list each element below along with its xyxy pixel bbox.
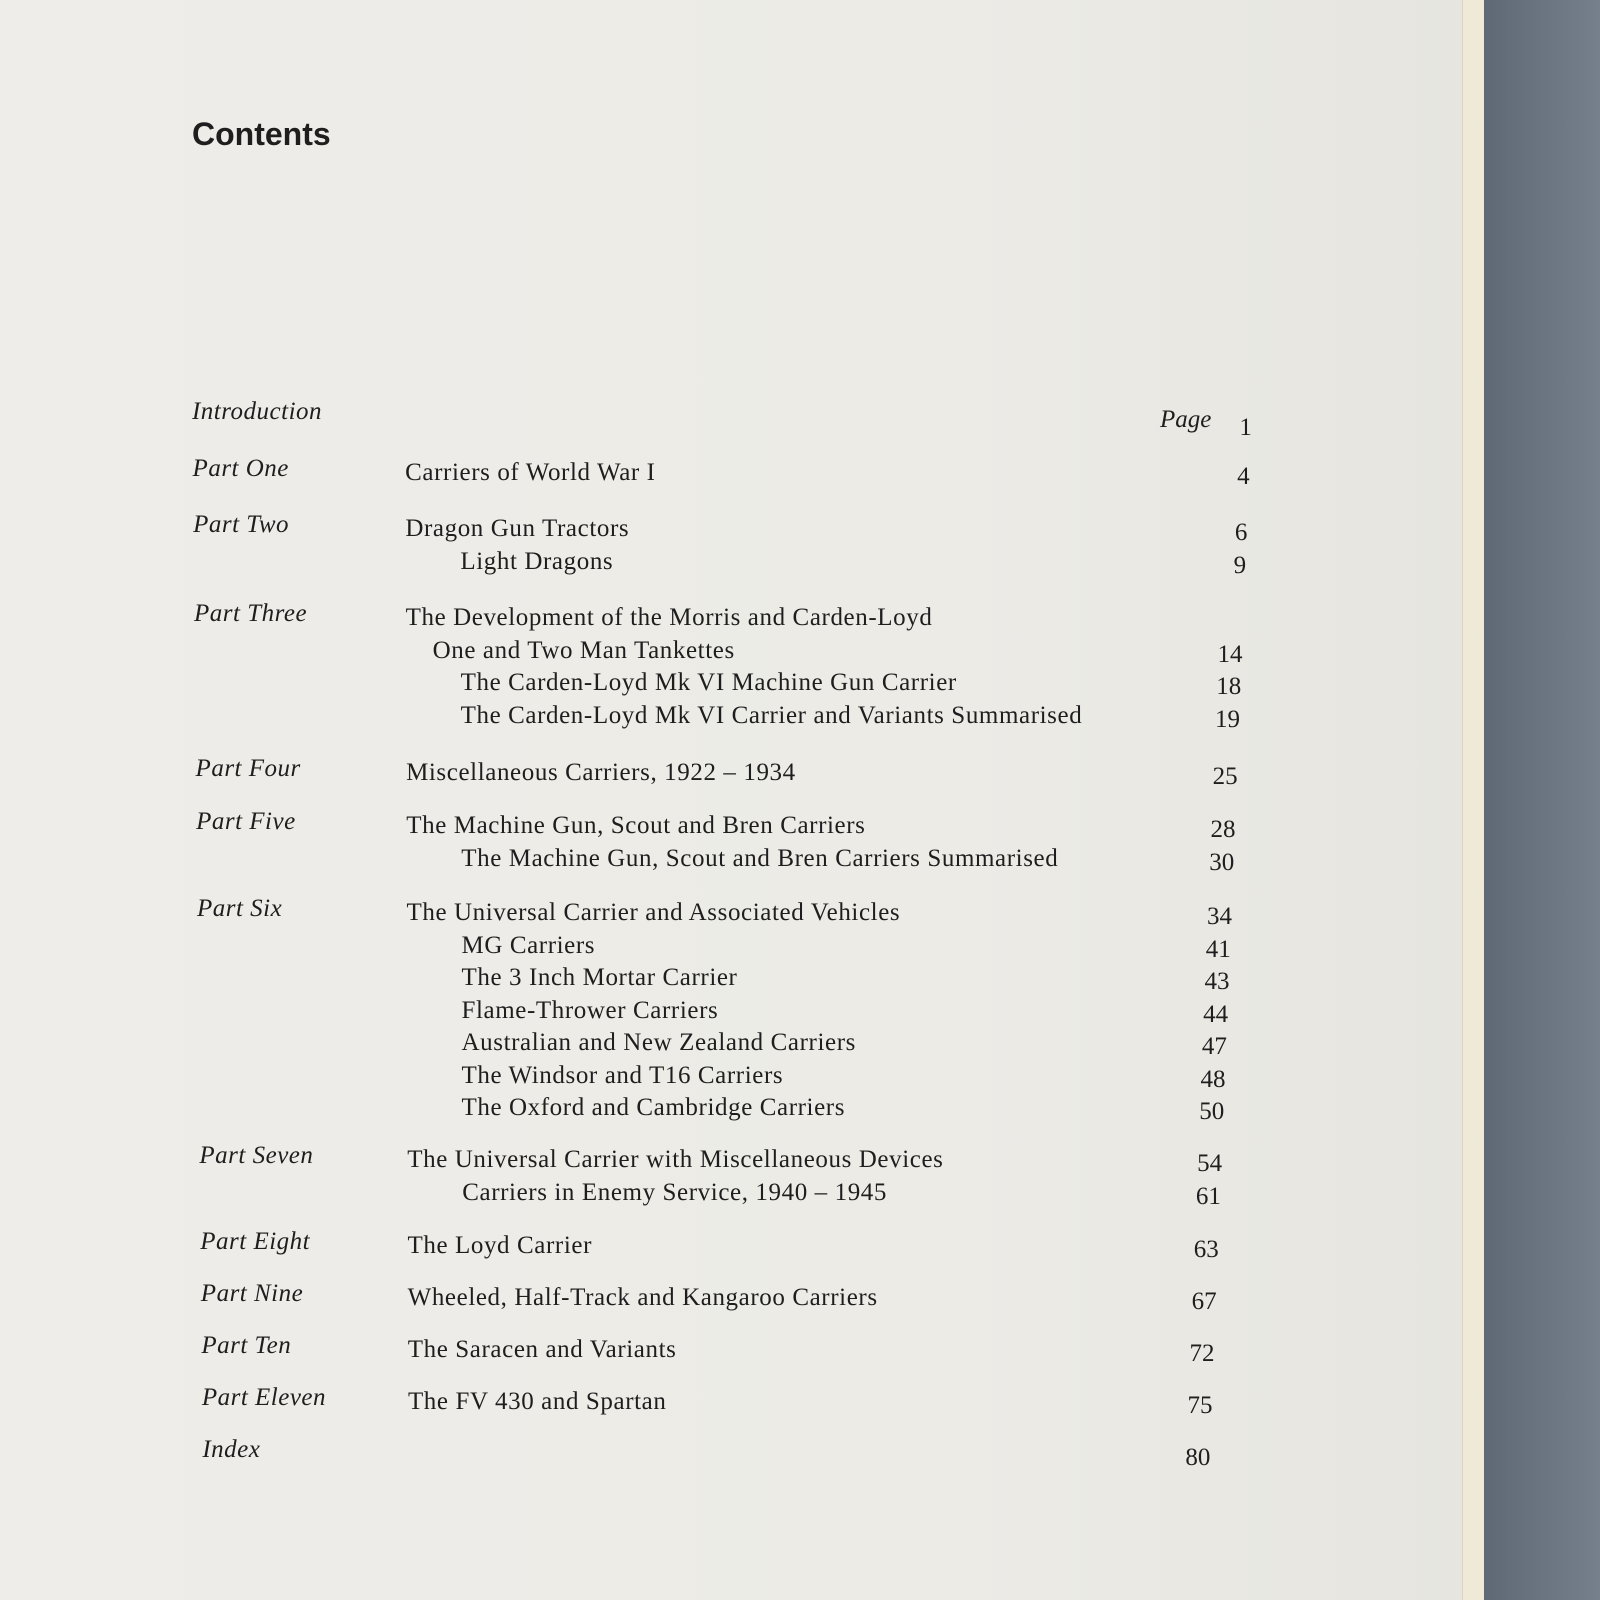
toc-page-number: 50 (1199, 1098, 1225, 1125)
toc-entry-title: The Machine Gun, Scout and Bren Carriers Summarised (461, 844, 1059, 872)
toc-entry-title: Australian and New Zealand Carriers (461, 1029, 856, 1056)
toc-page-number: 25 (1212, 763, 1238, 790)
toc-page-number: 67 (1191, 1288, 1217, 1315)
toc-part-label: Part Eleven (201, 1384, 327, 1411)
page-edge (1462, 0, 1485, 1600)
toc-part-label: Part Two (193, 511, 290, 538)
toc-entry-title: The Loyd Carrier (407, 1232, 592, 1259)
toc-page-number: 1 (1239, 414, 1252, 441)
toc-entry-title: The 3 Inch Mortar Carrier (461, 964, 738, 991)
toc-entry-title: The Universal Carrier and Associated Vehicles (406, 899, 901, 926)
toc-page-number: 4 (1237, 463, 1250, 490)
toc-part-label: Part Four (195, 755, 301, 782)
toc-entry-title: The Saracen and Variants (407, 1336, 677, 1363)
toc-entry-title: The Oxford and Cambridge Carriers (461, 1094, 846, 1121)
toc-part-label: Part Eight (200, 1228, 311, 1255)
toc-part-label: Part Three (194, 600, 308, 627)
toc-part-label: Part One (192, 455, 289, 482)
toc-page-number: 48 (1200, 1065, 1226, 1093)
toc-page-number: 61 (1195, 1182, 1221, 1210)
toc-page-number: 54 (1197, 1150, 1223, 1177)
toc-page-number: 9 (1233, 551, 1247, 579)
toc-page-number: 63 (1193, 1236, 1219, 1263)
toc-page-number: 72 (1189, 1340, 1215, 1367)
toc-page-number: 6 (1234, 519, 1248, 546)
toc-page-number: 47 (1201, 1033, 1227, 1060)
toc-entry-title: Dragon Gun Tractors (405, 515, 630, 542)
page-column-label: Page (1160, 406, 1212, 433)
toc-entry-title: Miscellaneous Carriers, 1922 – 1934 (406, 759, 796, 786)
toc-part-label: Part Nine (200, 1280, 304, 1307)
toc-part-label: Introduction (191, 398, 323, 425)
toc-page-number: 43 (1204, 968, 1230, 995)
toc-page-number: 75 (1187, 1392, 1213, 1419)
toc-entry-title: The Carden-Loyd Mk VI Machine Gun Carrier (460, 669, 957, 696)
toc-page-number: 18 (1216, 673, 1242, 700)
toc-entry-title: One and Two Man Tankettes (432, 636, 735, 664)
toc-entry-title: The Machine Gun, Scout and Bren Carriers (406, 812, 866, 839)
toc-entry-title: The Universal Carrier with Miscellaneous Devices (407, 1146, 944, 1173)
toc-page-number: 14 (1217, 640, 1243, 668)
toc-page-number: 34 (1207, 903, 1233, 930)
toc-page-number: 30 (1209, 848, 1235, 876)
toc-part-label: Part Six (196, 895, 283, 922)
toc-part-label: Index (202, 1436, 261, 1463)
toc-page-number: 19 (1214, 705, 1240, 733)
toc-page-number: 44 (1203, 1000, 1229, 1028)
toc-page-number: 41 (1205, 935, 1231, 963)
toc-entry-title: Wheeled, Half-Track and Kangaroo Carriers (407, 1284, 878, 1311)
toc-part-label: Part Five (196, 808, 296, 835)
toc-entry-title: Flame-Thrower Carriers (461, 996, 719, 1024)
toc-entry-title: The Windsor and T16 Carriers (461, 1061, 784, 1089)
toc-entry-title: The FV 430 and Spartan (407, 1388, 667, 1415)
toc-entry-title: The Development of the Morris and Carden-Loyd (405, 604, 933, 631)
toc-page-number: 80 (1185, 1444, 1211, 1471)
toc-entry-title: The Carden-Loyd Mk VI Carrier and Variants Summarised (460, 701, 1083, 729)
toc-entry-title: Light Dragons (460, 547, 614, 575)
toc-entry-title: MG Carriers (461, 931, 596, 959)
background-surface (1484, 0, 1600, 1600)
toc-part-label: Part Ten (201, 1332, 292, 1359)
toc-entry-title: Carriers of World War I (405, 459, 656, 486)
toc-part-label: Part Seven (199, 1142, 314, 1169)
toc-page-number: 28 (1210, 816, 1236, 843)
page-title: Contents (192, 116, 331, 152)
toc-entry-title: Carriers in Enemy Service, 1940 – 1945 (462, 1178, 888, 1206)
